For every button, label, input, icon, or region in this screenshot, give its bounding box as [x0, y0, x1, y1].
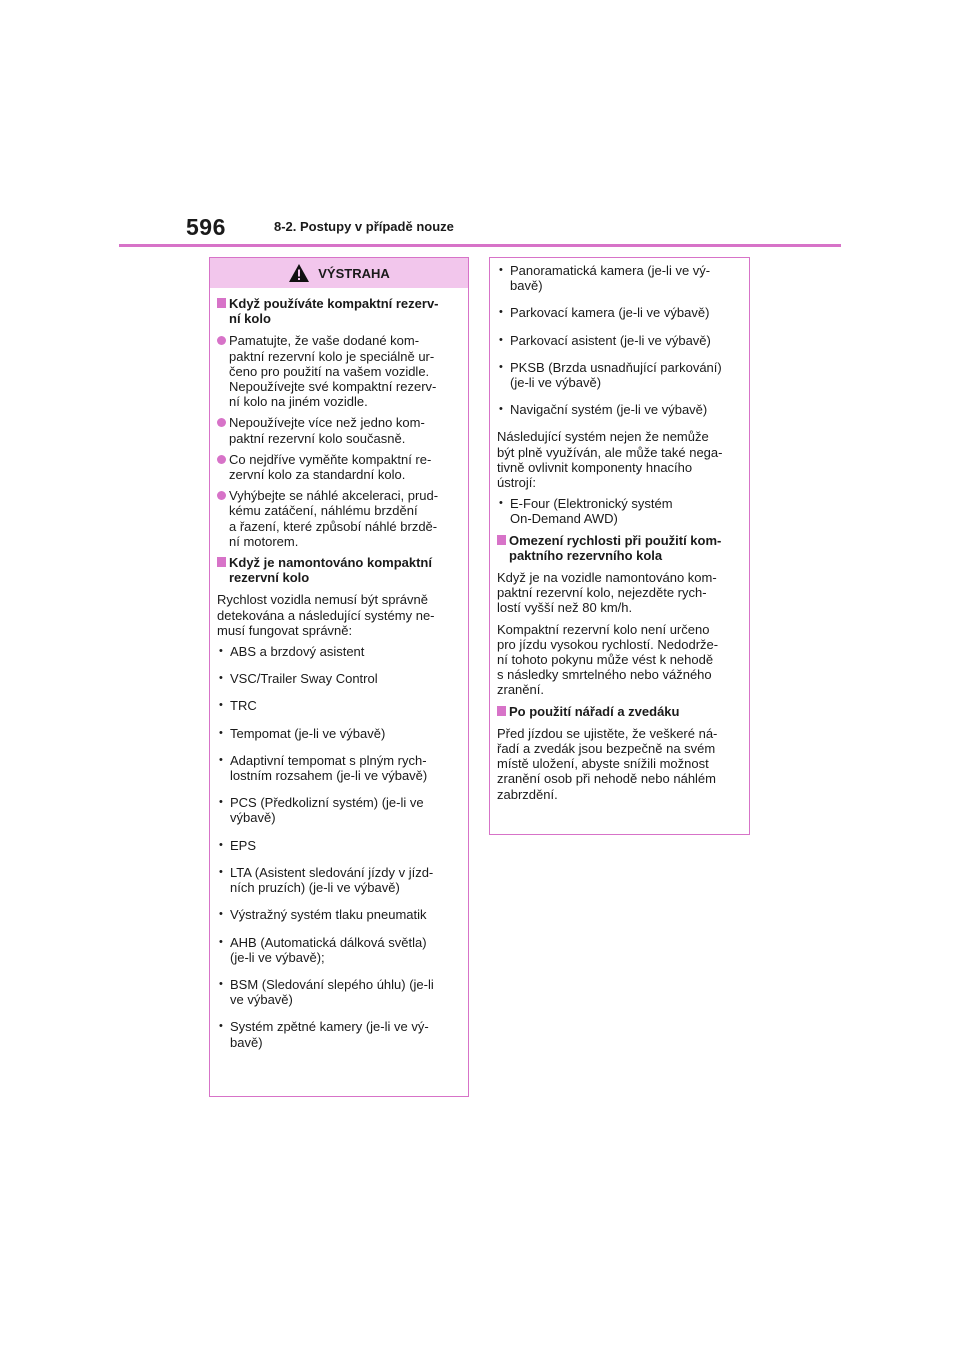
list-item: • Adaptivní tempomat s plným rych- lostním rozsahem (je-li ve výbavě): [217, 753, 462, 783]
warning-box-left: [209, 257, 469, 1097]
square-bullet-icon: [497, 535, 506, 545]
warning-triangle-icon: [288, 263, 310, 283]
dot-item: [217, 333, 462, 409]
list-item: • Navigační systém (je-li ve výbavě): [497, 402, 743, 417]
dot-text: Nepoužívejte více než jedno kom- paktní rezervní kolo současně.: [229, 415, 425, 446]
dot-text: Pamatujte, že vaše dodané kom- paktní rezervní kolo je speciálně ur- čeno pro použití na vašem vozidle. Nepoužívejte své kompaktní rezerv- ní kolo na jiném vozidle.: [229, 333, 437, 410]
list-item: • BSM (Sledování slepého úhlu) (je-li ve výbavě): [217, 977, 462, 1007]
dot-item: [217, 452, 462, 482]
paragraph: Následující systém nejen že nemůže být plně využíván, ale může také nega- tivně ovlivnit komponenty hnacího ústrojí:: [497, 429, 723, 491]
list-item: • Panoramatická kamera (je-li ve vý- bavě): [497, 263, 743, 293]
paragraph: Před jízdou se ujistěte, že veškeré ná- řadí a zvedák jsou bezpečně na svém místě uložení, abyste snížili možnost zranění osob při nehodě nebo náhlém zabrzdění.: [497, 725, 718, 802]
warning-title: VÝSTRAHA: [318, 265, 390, 281]
heading-text: Když používáte kompaktní rezerv- ní kolo: [229, 296, 439, 327]
dot-item: [217, 488, 462, 549]
list-item: • PKSB (Brzda usnadňující parkování) (je-li ve výbavě): [497, 360, 743, 390]
list-item: • Výstražný systém tlaku pneumatik: [217, 907, 462, 922]
list-item: • LTA (Asistent sledování jízdy v jízd- ních pruzích) (je-li ve výbavě): [217, 865, 462, 895]
list-item: • TRC: [217, 698, 462, 713]
warning-header: [210, 258, 468, 288]
circle-bullet-icon: [217, 418, 226, 427]
list-item: • VSC/Trailer Sway Control: [217, 671, 462, 686]
page-number: 596: [186, 214, 226, 240]
heading-after-tools: [497, 704, 743, 719]
circle-bullet-icon: [217, 491, 226, 500]
list-item: • AHB (Automatická dálková světla) (je-li ve výbavě);: [217, 935, 462, 965]
circle-bullet-icon: [217, 455, 226, 464]
section-title: 8-2. Postupy v případě nouze: [274, 219, 454, 234]
list-item: • Systém zpětné kamery (je-li ve vý- bavě): [217, 1019, 462, 1049]
paragraph: Rychlost vozidla nemusí být správně detekována a následující systémy ne- musí fungovat správně:: [217, 592, 435, 638]
dot-text: Vyhýbejte se náhlé akceleraci, prud- kému zatáčení, náhlému brzdění a řazení, které způsobí náhlé brzdě- ní motorem.: [229, 488, 439, 549]
list-item: • Parkovací kamera (je-li ve výbavě): [497, 305, 743, 320]
heading-compact-spare: [217, 296, 462, 326]
paragraph: Když je na vozidle namontováno kom- paktní rezervní kolo, nejezděte rych- lostí vyšší než 80 km/h.: [497, 570, 717, 616]
list-item: • E-Four (Elektronický systém On-Demand AWD): [497, 496, 743, 526]
heading-text: Po použití nářadí a zvedáku: [509, 703, 680, 719]
circle-bullet-icon: [217, 336, 226, 345]
heading-spare-mounted: [217, 555, 462, 585]
list-item: • Tempomat (je-li ve výbavě): [217, 726, 462, 741]
dot-text: Co nejdříve vyměňte kompaktní re- zervní kolo za standardní kolo.: [229, 451, 432, 483]
dot-item: [217, 415, 462, 445]
paragraph: Kompaktní rezervní kolo není určeno pro jízdu vysokou rychlostí. Nedodrže- ní tohoto pokynu může vést k nehodě s následky smrtelného nebo vážného zranění.: [497, 621, 719, 698]
list-item: • EPS: [217, 838, 462, 853]
list-item: • ABS a brzdový asistent: [217, 644, 462, 659]
header-rule: [119, 244, 841, 247]
list-item: • Parkovací asistent (je-li ve výbavě): [497, 333, 743, 348]
list-item: • PCS (Předkolizní systém) (je-li ve výbavě): [217, 795, 462, 825]
square-bullet-icon: [217, 557, 226, 567]
warning-box-right: [489, 257, 750, 835]
square-bullet-icon: [217, 298, 226, 308]
heading-text: Když je namontováno kompaktní rezervní kolo: [229, 555, 432, 586]
square-bullet-icon: [497, 706, 506, 716]
heading-speed-limit: [497, 533, 743, 563]
heading-text: Omezení rychlosti při použití kom- paktního rezervního kola: [509, 532, 722, 563]
